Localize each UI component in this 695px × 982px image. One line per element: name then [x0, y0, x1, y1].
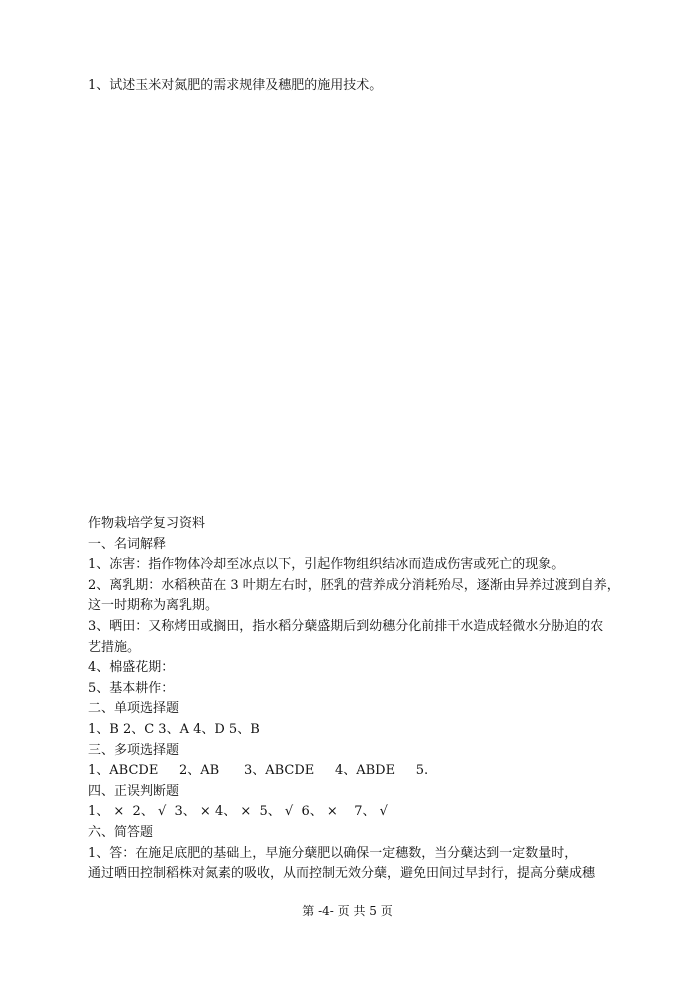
- review-material: [88, 514, 648, 885]
- essay-question: 1、试述玉米对氮肥的需求规律及穗肥的施用技术。: [88, 78, 383, 93]
- term-definition-field-drying-cont: 艺措施。: [88, 639, 141, 655]
- term-definition-freeze-injury: 1、冻害：指作物体冷却至冰点以下，引起作物组织结冰而造成伤害或死亡的现象。: [88, 557, 565, 573]
- section-heading-terms: 一、名词解释: [88, 536, 167, 552]
- review-title: 作物栽培学复习资料: [88, 516, 206, 531]
- section-heading-single-choice: 二、单项选择题: [88, 701, 180, 717]
- short-answer-line-2: 通过晒田控制稻株对氮素的吸收，从而控制无效分蘖，避免田间过早封行，提高分蘖成穗: [88, 866, 596, 882]
- term-cotton-peak-flowering: 4、棉盛花期：: [88, 660, 175, 676]
- section-heading-true-false: 四、正误判断题: [88, 783, 180, 799]
- term-definition-weaning-period-cont: 这一时期称为离乳期。: [88, 598, 219, 614]
- multiple-choice-answers: 1、ABCDE 2、AB 3、ABCDE 4、ABDE 5.: [88, 763, 429, 779]
- short-answer-line-1: 1、答：在施足底肥的基础上，早施分蘖肥以确保一定穗数，当分蘖达到一定数量时，: [88, 845, 578, 861]
- term-definition-weaning-period: 2、离乳期：水稻秧苗在 3 叶期左右时，胚乳的营养成分消耗殆尽，逐渐由异养过渡到自养，: [88, 577, 620, 593]
- term-definition-field-drying: 3、晒田：又称烤田或搁田，指水稻分蘖盛期后到幼穗分化前排干水造成轻微水分胁迫的农: [88, 618, 604, 634]
- single-choice-answers: 1、B 2、C 3、A 4、D 5、B: [88, 721, 260, 737]
- term-basic-tillage: 5、基本耕作：: [88, 680, 175, 696]
- section-heading-multiple-choice: 三、多项选择题: [88, 742, 180, 758]
- true-false-answers: 1、 × 2、 √ 3、 × 4、 × 5、 √ 6、 × 7、 √: [88, 804, 388, 820]
- section-heading-short-answer: 六、简答题: [88, 824, 154, 840]
- page-footer: 第 -4- 页 共 5 页: [302, 904, 393, 918]
